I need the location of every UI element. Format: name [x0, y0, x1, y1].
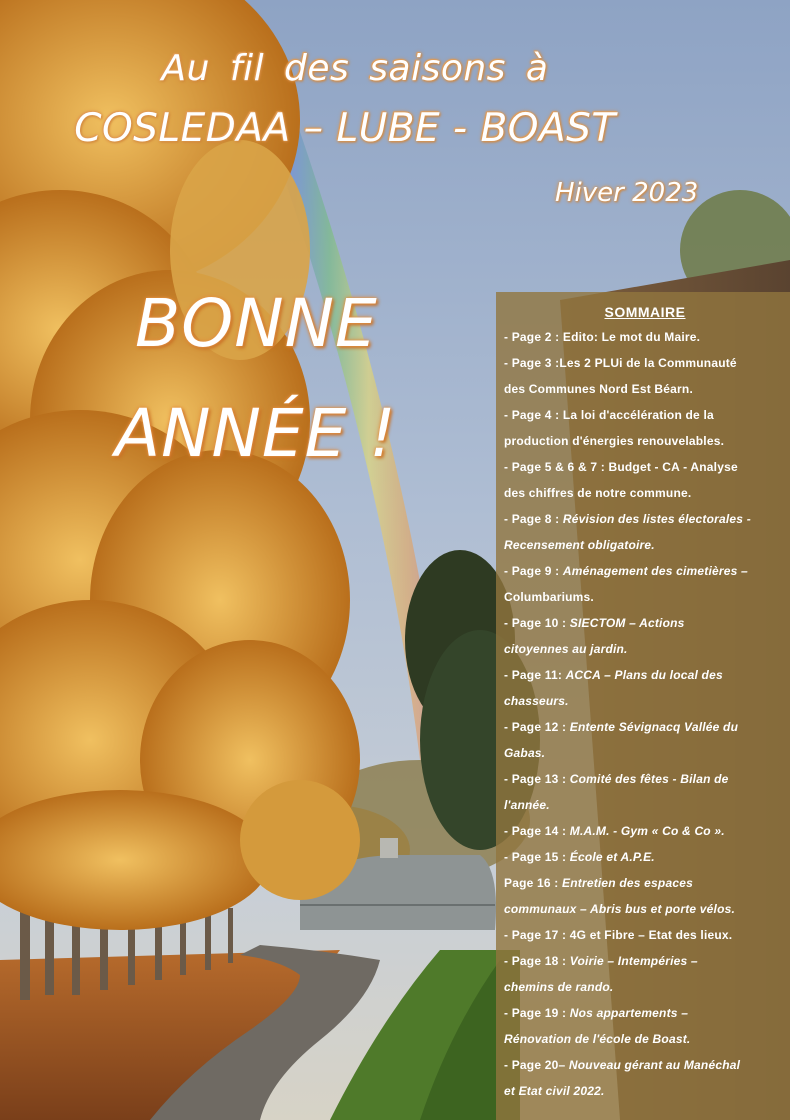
toc-item [504, 1052, 782, 1078]
toc-item [504, 714, 782, 740]
toc-item-title: Recensement obligatoire. [504, 538, 655, 552]
toc-item-title: Gabas. [504, 746, 546, 760]
toc-item [504, 636, 782, 662]
toc-item [504, 428, 782, 454]
toc-page-ref: - Page 2 : [504, 330, 563, 344]
toc-item-title: Comité des fêtes - Bilan de [569, 772, 729, 786]
toc-item-title: La loi d'accélération de la [562, 408, 714, 422]
toc-item [504, 402, 782, 428]
toc-item [504, 1026, 782, 1052]
toc-item [504, 844, 782, 870]
toc-page-ref: - Page 5 & 6 & 7 : [504, 460, 609, 474]
toc-item-title: Budget - CA - Analyse [608, 460, 738, 474]
toc-item-title: Rénovation de l'école de Boast. [504, 1032, 691, 1046]
toc-item [504, 766, 782, 792]
toc-item-title: l'année. [504, 798, 550, 812]
magazine-title-line1: Au fil des saisons à [161, 48, 549, 89]
toc-item-title: Edito: Le mot du Maire. [562, 330, 701, 344]
toc-page-ref: - Page 18 : [504, 954, 570, 968]
toc-item-title: Columbariums. [504, 590, 594, 604]
toc-item [504, 454, 782, 480]
toc-item [504, 558, 782, 584]
toc-item-title: Entente Sévignacq Vallée du [569, 720, 739, 734]
toc-page-ref: - Page 4 : [504, 408, 563, 422]
toc-page-ref: Page 16 : [504, 876, 563, 890]
toc-item [504, 324, 782, 350]
toc-item-title: communaux – Abris bus et porte vélos. [504, 902, 736, 916]
toc-page-ref: - Page 10 : [504, 616, 570, 630]
toc-page-ref: - Page 3 : [504, 356, 560, 370]
toc-item-title: Voirie – Intempéries – [569, 954, 698, 968]
toc-item [504, 740, 782, 766]
toc-item [504, 870, 782, 896]
toc-page-ref: - Page 12 : [504, 720, 570, 734]
toc-heading: SOMMAIRE [604, 304, 686, 320]
toc-page-ref: - Page 8 : [504, 512, 563, 526]
toc-item [504, 350, 782, 376]
toc-item [504, 1078, 782, 1104]
toc-item-title: Aménagement des cimetières – [562, 564, 748, 578]
toc-item-title: des chiffres de notre commune. [504, 486, 692, 500]
toc-item [504, 480, 782, 506]
toc-item-title: des Communes Nord Est Béarn. [504, 382, 693, 396]
toc-item [504, 818, 782, 844]
toc-list [504, 324, 782, 1104]
toc-item-title: SIECTOM – Actions [569, 616, 685, 630]
toc-item [504, 532, 782, 558]
toc-page-ref: - Page 9 : [504, 564, 563, 578]
toc-item [504, 922, 782, 948]
magazine-title-line2: COSLEDAA – LUBE - BOAST [74, 106, 616, 151]
toc-item-title: Nos appartements – [569, 1006, 689, 1020]
issue-season: Hiver 2023 [555, 178, 699, 208]
toc-item-title: production d'énergies renouvelables. [504, 434, 725, 448]
toc-page-ref: - Page 19 : [504, 1006, 570, 1020]
toc-item-title: Entretien des espaces [562, 876, 693, 890]
toc-item [504, 948, 782, 974]
greeting-line2: ANNÉE ! [115, 395, 397, 472]
toc-item [504, 688, 782, 714]
toc-item-title: citoyennes au jardin. [504, 642, 628, 656]
toc-item-title: Les 2 PLUi de la Communauté [559, 356, 737, 370]
toc-item-title: Nouveau gérant au Manéchal [568, 1058, 741, 1072]
greeting-line1: BONNE [135, 285, 378, 362]
toc-item-title: ACCA – Plans du local des [565, 668, 723, 682]
toc-item [504, 792, 782, 818]
toc-item [504, 506, 782, 532]
toc-item-title: chemins de rando. [504, 980, 614, 994]
toc-page-ref: - Page 17 : [504, 928, 570, 942]
toc-item [504, 662, 782, 688]
toc-item-title: 4G et Fibre – Etat des lieux. [569, 928, 733, 942]
toc-item-title: et Etat civil 2022. [504, 1084, 605, 1098]
toc-item [504, 1000, 782, 1026]
toc-item-title: M.A.M. - Gym « Co & Co ». [569, 824, 725, 838]
toc-page-ref: - Page 15 : [504, 850, 570, 864]
toc-page-ref: - Page 14 : [504, 824, 570, 838]
toc-item-title: chasseurs. [504, 694, 569, 708]
table-of-contents [496, 292, 790, 1120]
toc-item [504, 376, 782, 402]
toc-page-ref: - Page 11: [504, 668, 566, 682]
toc-page-ref: - Page 13 : [504, 772, 570, 786]
toc-item [504, 610, 782, 636]
toc-item-title: École et A.P.E. [569, 850, 655, 864]
toc-item [504, 896, 782, 922]
toc-item-title: Révision des listes électorales - [562, 512, 751, 526]
toc-item [504, 974, 782, 1000]
toc-item [504, 584, 782, 610]
toc-page-ref: - Page 20– [504, 1058, 569, 1072]
